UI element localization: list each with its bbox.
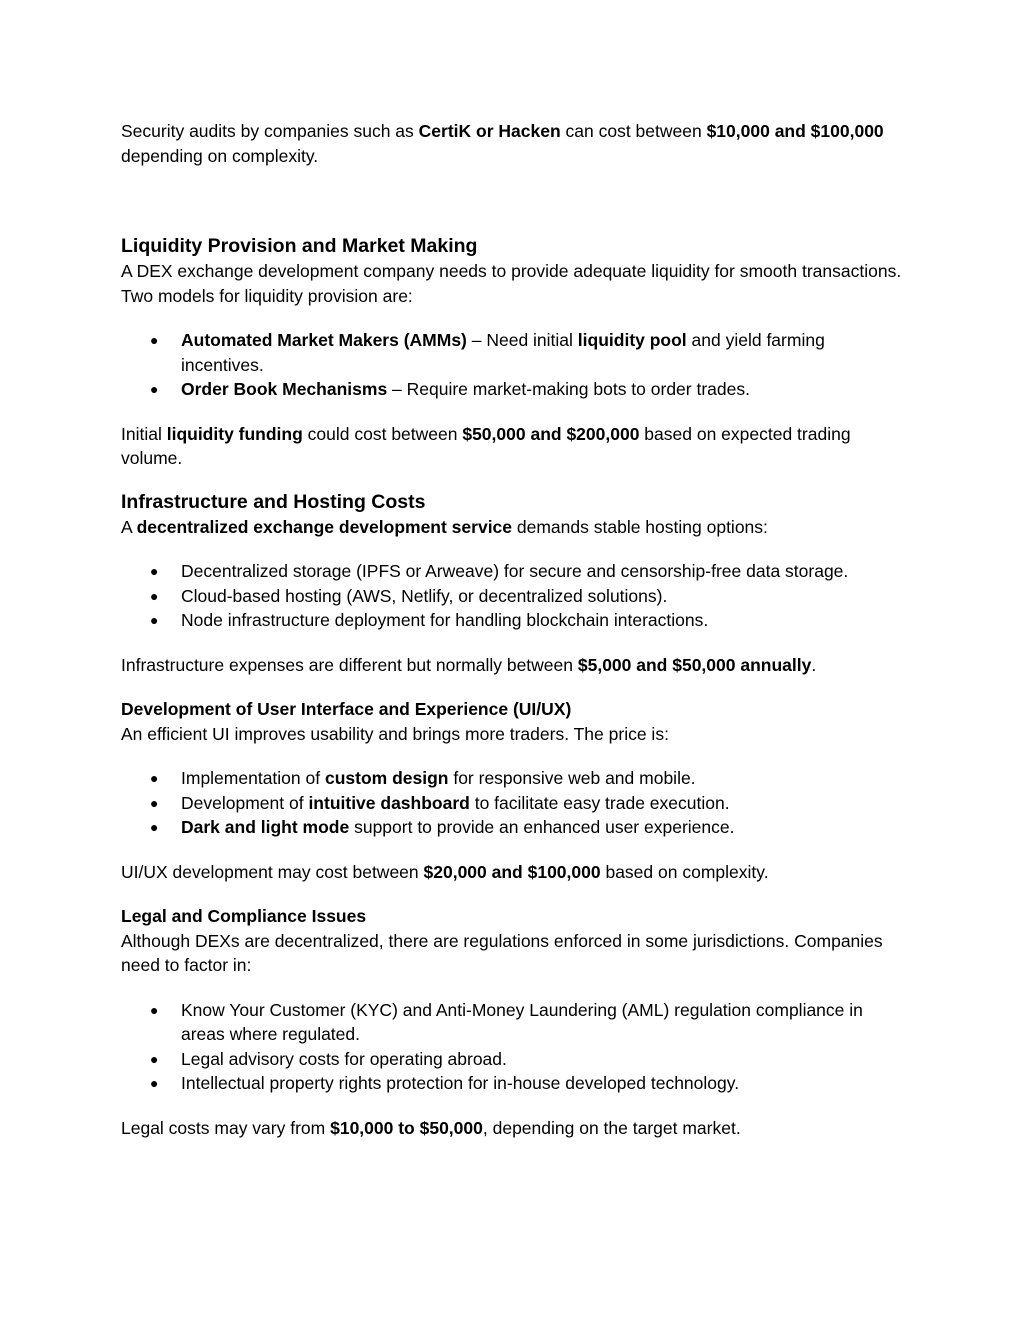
list-item <box>121 377 911 402</box>
text-run: Decentralized storage (IPFS or Arweave) for secure and censorship-free data storage. <box>181 561 849 581</box>
bullet-icon: ● <box>150 587 159 604</box>
bullet-icon: ● <box>150 332 159 348</box>
text-run: – Require market-making bots to order trades. <box>387 379 750 399</box>
list-item <box>121 328 911 377</box>
bold-run: CertiK or Hacken <box>418 121 561 141</box>
list-item <box>121 1047 911 1072</box>
audit-paragraph <box>121 119 911 168</box>
liquidity-cost <box>121 422 911 471</box>
text-run: Intellectual property rights protection for in-house developed technology. <box>181 1073 740 1093</box>
bold-run: $50,000 and $200,000 <box>462 423 640 444</box>
text-run: for responsive web and mobile. <box>448 768 696 788</box>
text-run: Security audits by companies such as <box>121 121 419 141</box>
bullet-icon: ● <box>150 1075 159 1091</box>
bold-run: intuitive dashboard <box>308 792 470 813</box>
infrastructure-cost <box>121 653 911 678</box>
infrastructure-heading: Infrastructure and Hosting Costs <box>121 490 426 513</box>
list-item <box>121 791 911 816</box>
text-run: Node infrastructure deployment for handling blockchain interactions. <box>181 610 709 630</box>
list-item <box>121 766 911 791</box>
liquidity-heading: Liquidity Provision and Market Making <box>121 235 478 257</box>
text-run: Legal advisory costs for operating abroad. <box>181 1048 507 1069</box>
text-run: demands stable hosting options: <box>512 516 768 537</box>
text-run: Cloud-based hosting (AWS, Netlify, or decentralized solutions). <box>181 585 668 606</box>
uiux-list <box>121 766 911 840</box>
text-run: Legal costs may vary from <box>121 1117 331 1138</box>
bullet-icon: ● <box>150 1050 159 1067</box>
text-run: Implementation of <box>181 768 325 788</box>
bold-run: $5,000 and $50,000 annually <box>577 654 812 675</box>
bold-run: liquidity pool <box>577 330 687 350</box>
list-item <box>121 559 911 584</box>
liquidity-list <box>121 328 911 402</box>
uiux-heading: Development of User Interface and Experience (UI/UX) <box>121 699 572 719</box>
liquidity-intro: A DEX exchange development company needs to provide adequate liquidity for smooth transactions. Two models for liquidity provision are: <box>121 261 902 306</box>
text-run: Infrastructure expenses are different but normally between <box>121 654 578 675</box>
bold-run: Order Book Mechanisms <box>181 379 388 399</box>
bold-run: Automated Market Makers (AMMs) <box>181 330 467 350</box>
uiux-cost <box>121 860 911 885</box>
legal-heading: Legal and Compliance Issues <box>121 906 367 926</box>
text-run: UI/UX development may cost between <box>121 861 424 882</box>
bullet-icon: ● <box>150 381 159 397</box>
text-run: can cost between <box>560 121 707 141</box>
text-run: could cost between <box>302 423 463 444</box>
legal-intro: Although DEXs are decentralized, there are regulations enforced in some jurisdictions. Companies need to factor in: <box>121 930 883 975</box>
text-run: , depending on the target market. <box>482 1117 741 1138</box>
list-item <box>121 815 911 840</box>
text-run: . <box>811 654 817 675</box>
text-run: – Need initial <box>466 330 578 350</box>
bold-run: Dark and light mode <box>181 817 350 837</box>
bullet-icon: ● <box>150 612 159 628</box>
text-run: based on complexity. <box>600 861 769 882</box>
bold-run: $10,000 to $50,000 <box>330 1117 483 1138</box>
bullet-icon: ● <box>150 563 159 579</box>
bullet-icon: ● <box>150 1001 159 1018</box>
text-run: Initial <box>121 423 167 444</box>
text-run: depending on complexity. <box>121 145 319 166</box>
infrastructure-list <box>121 559 911 633</box>
text-run: Development of <box>181 792 309 813</box>
text-run: and yield farming incentives. <box>181 330 825 375</box>
list-item <box>121 584 911 609</box>
text-run: to facilitate easy trade execution. <box>469 792 730 813</box>
text-run: support to provide an enhanced user experience. <box>349 817 735 837</box>
bold-run: $10,000 and $100,000 <box>706 121 884 141</box>
bullet-icon: ● <box>150 819 159 835</box>
infrastructure-intro <box>121 515 911 540</box>
bold-run: $20,000 and $100,000 <box>423 861 601 882</box>
bold-run: liquidity funding <box>166 423 303 444</box>
document-page <box>121 119 911 1140</box>
legal-cost <box>121 1116 911 1141</box>
text-run: A <box>121 516 137 537</box>
bold-run: custom design <box>324 768 449 788</box>
text-run: based on expected trading volume. <box>121 423 851 468</box>
text-run: Know Your Customer (KYC) and Anti-Money Laundering (AML) regulation compliance in areas where regulated. <box>181 999 863 1044</box>
bullet-icon: ● <box>150 770 159 786</box>
list-item <box>121 998 911 1047</box>
list-item <box>121 608 911 633</box>
uiux-intro: An efficient UI improves usability and brings more traders. The price is: <box>121 723 669 744</box>
bullet-icon: ● <box>150 794 159 811</box>
list-item <box>121 1071 911 1096</box>
legal-list <box>121 998 911 1096</box>
bold-run: decentralized exchange development service <box>136 516 513 537</box>
